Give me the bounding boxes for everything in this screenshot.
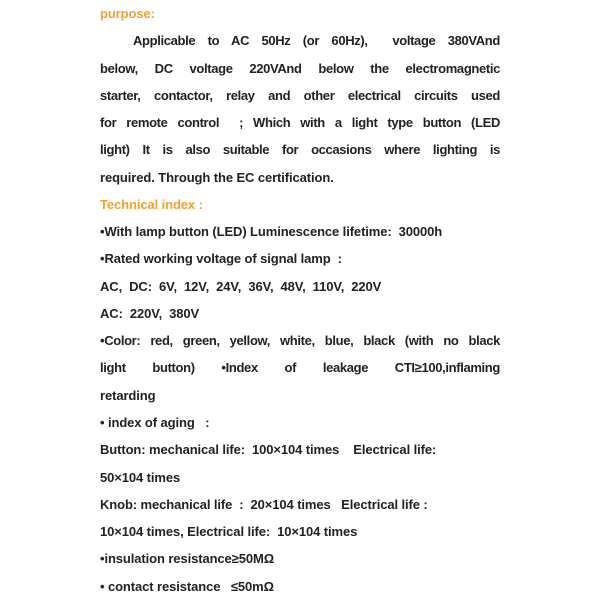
purpose-heading: purpose:: [100, 6, 155, 21]
spec-line-acdc-voltages: AC, DC: 6V, 12V, 24V, 36V, 48V, 110V, 220V: [100, 278, 382, 294]
spec-line-contact: • contact resistance ≤50mΩ: [100, 578, 274, 594]
spec-line-button-life: Button: mechanical life: 100×104 times Electrical life:: [100, 442, 437, 458]
spec-line-knob-life: Knob: mechanical life : 20×104 times Electrical life :: [100, 496, 428, 512]
spec-line-lamp-lifetime: •With lamp button (LED) Luminescence lifetime: 30000h: [100, 224, 443, 240]
spec-text-block: [100, 0, 500, 600]
text-line: Applicable to AC 50Hz (or 60Hz), voltage 380VAnd: [133, 33, 500, 49]
text-line: light) It is also suitable for occasions where lighting is: [100, 142, 500, 158]
text-line: 50×104 times: [100, 469, 181, 485]
spec-line-ac-voltages: AC: 220V, 380V: [100, 305, 200, 321]
text-line: retarding: [100, 387, 156, 403]
technical-index-heading: Technical index :: [100, 196, 203, 212]
text-line: 10×104 times, Electrical life: 10×104 times: [100, 524, 358, 540]
text-line: for remote control ; Which with a light type button (LED: [100, 115, 500, 131]
spec-line-color: •Color: red, green, yellow, white, blue, black (with no black: [100, 333, 500, 349]
text-line: starter, contactor, relay and other electrical circuits used: [100, 87, 500, 103]
spec-line-aging: • index of aging :: [100, 414, 210, 430]
spec-line-leakage: light button) •Index of leakage CTI≥100,inflaming: [100, 360, 500, 376]
text-line: required. Through the EC certification.: [100, 169, 334, 185]
spec-line-rated-voltage: •Rated working voltage of signal lamp :: [100, 251, 342, 267]
spec-line-insulation: •insulation resistance≥50MΩ: [100, 551, 275, 567]
text-line: below, DC voltage 220VAnd below the electromagnetic: [100, 60, 500, 76]
